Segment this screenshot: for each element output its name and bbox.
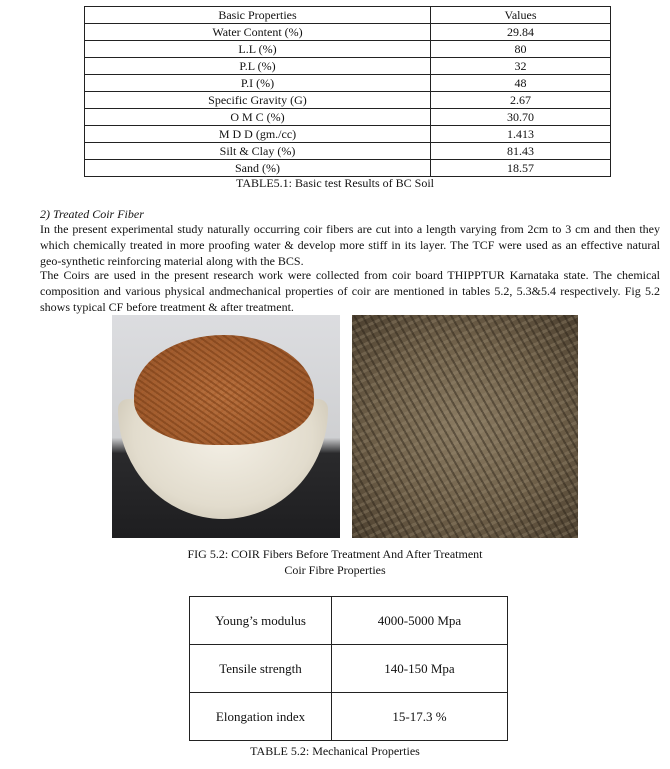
basic-properties-table <box>84 6 611 177</box>
property-cell: Tensile strength <box>190 645 332 693</box>
table-row <box>85 143 611 160</box>
coir-before-treatment-photo <box>112 315 340 538</box>
property-cell: P.I (%) <box>85 75 431 92</box>
table-row <box>85 126 611 143</box>
property-cell: Specific Gravity (G) <box>85 92 431 109</box>
table-row <box>190 597 508 645</box>
property-cell: Elongation index <box>190 693 332 741</box>
table-row <box>85 109 611 126</box>
property-cell: P.L (%) <box>85 58 431 75</box>
table-row <box>85 160 611 177</box>
value-cell: 81.43 <box>431 143 611 160</box>
property-cell: L.L (%) <box>85 41 431 58</box>
coir-after-treatment-photo <box>352 315 578 538</box>
paragraph: In the present experimental study naturally occurring coir fibers are cut into a length varying from 2cm to 3 cm and then they which chemically treated in more proofing water & develop more stiff in its layer. The TCF were used as an effective natural geo-synthetic reinforcing material along with the BCS. <box>40 222 660 268</box>
header-cell: Basic Properties <box>85 7 431 24</box>
property-cell: O M C (%) <box>85 109 431 126</box>
table-row <box>85 75 611 92</box>
table-caption: TABLE5.1: Basic test Results of BC Soil <box>235 176 435 190</box>
table-caption: TABLE 5.2: Mechanical Properties <box>250 744 420 758</box>
value-cell: 80 <box>431 41 611 58</box>
value-cell: 18.57 <box>431 160 611 177</box>
value-cell: 2.67 <box>431 92 611 109</box>
property-cell: Silt & Clay (%) <box>85 143 431 160</box>
value-cell: 48 <box>431 75 611 92</box>
figure-caption-text: FIG 5.2: COIR Fibers Before Treatment And After Treatment <box>187 547 483 561</box>
value-cell: 32 <box>431 58 611 75</box>
mechanical-properties-table <box>189 596 508 741</box>
paragraph: The Coirs are used in the present research work were collected from coir board THIPPTUR Karnataka state. The chemical composition and various physical andmechanical properties of coir are mentioned in tables 5.2, 5.3&5.4 respectively. Fig 5.2 shows typical CF before treatment & after treatment. <box>40 268 660 314</box>
value-cell: 140-150 Mpa <box>332 645 508 693</box>
value-cell: 4000-5000 Mpa <box>332 597 508 645</box>
value-cell: 1.413 <box>431 126 611 143</box>
value-cell: 29.84 <box>431 24 611 41</box>
value-cell: 30.70 <box>431 109 611 126</box>
property-cell: Young’s modulus <box>190 597 332 645</box>
property-cell: M D D (gm./cc) <box>85 126 431 143</box>
table-row <box>85 41 611 58</box>
figure-subcaption: Coir Fibre Properties <box>284 563 386 577</box>
table-row <box>190 693 508 741</box>
property-cell: Water Content (%) <box>85 24 431 41</box>
property-cell: Sand (%) <box>85 160 431 177</box>
value-cell: 15-17.3 % <box>332 693 508 741</box>
table-row <box>85 24 611 41</box>
figure-caption <box>0 546 670 578</box>
table-header-row <box>85 7 611 24</box>
table-row <box>85 92 611 109</box>
table-row <box>85 58 611 75</box>
coir-fiber-image <box>134 335 314 445</box>
table-row <box>190 645 508 693</box>
header-cell: Values <box>431 7 611 24</box>
section-heading: 2) Treated Coir Fiber <box>40 207 144 221</box>
